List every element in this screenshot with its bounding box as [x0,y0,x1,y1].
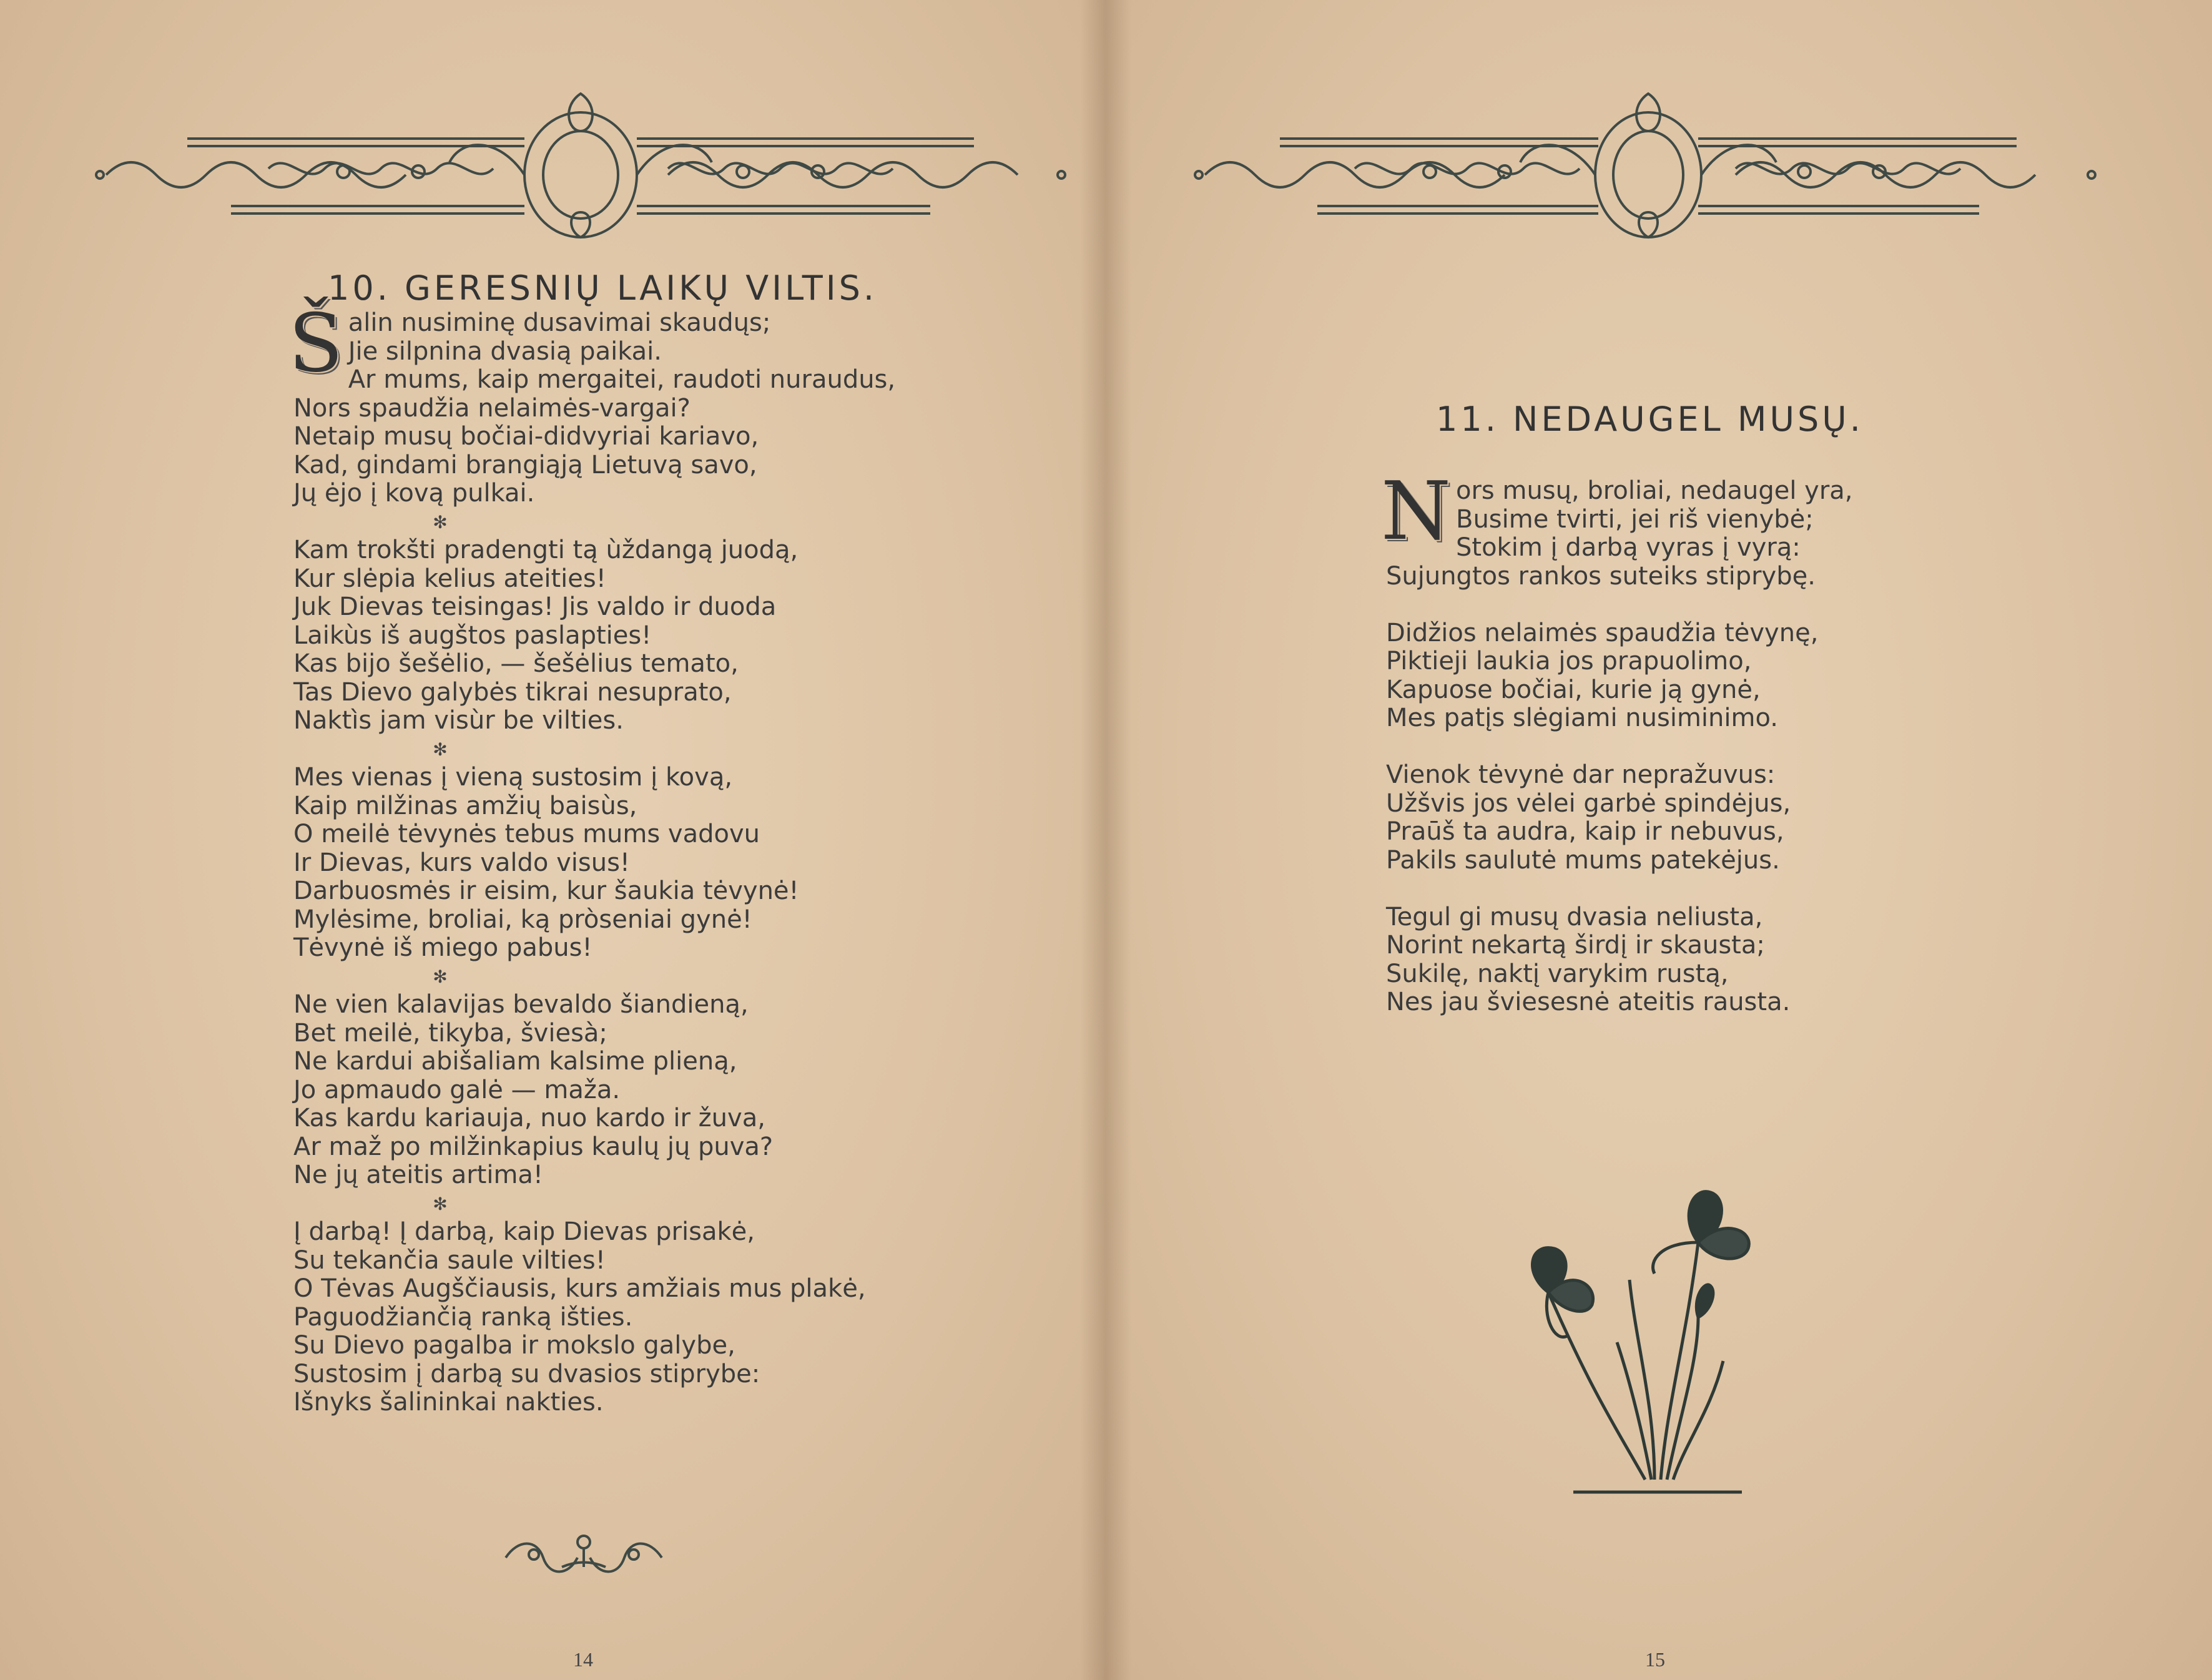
poem-line: Tegul gi musų dvasia neliusta, [1386,902,1763,931]
poem-body [1381,465,1853,1017]
poem-line: Mes vienas į vieną sustosim į kovą, [293,763,733,792]
stanza [1386,761,1833,875]
stanza-gap [1386,875,1833,903]
stanza-separator: ✻ [433,966,448,987]
poem-line: Pakils saulutė mums patekėjus. [1386,845,1780,875]
poem-line: ors musų, broliai, nedaugel yra, [1456,476,1853,505]
poem-line: Mes patįs slėgiami nusiminimo. [1386,704,1778,732]
poem-line: Kaip milžinas amžių baisùs, [293,791,637,820]
stanza [293,1218,866,1417]
poem-line: Naktìs jam visùr be vilties. [293,706,624,735]
poem-line: Išnyks šalininkai nakties. [293,1388,604,1417]
poem-line: Su Dievo pagalba ir mokslo galybe, [293,1331,735,1360]
page-number: 14 [573,1648,593,1671]
stanza-gap [1386,591,1833,619]
stanza-separator: ✻ [433,1193,448,1214]
poem-line: Kas bijo šešėlio, — šešėlius temato, [293,649,739,678]
poem-line: Sujungtos rankos suteiks stiprybę. [1386,561,1816,591]
page-number: 15 [1645,1648,1665,1671]
poem-line: Jo apmaudo galė — maža. [293,1075,621,1104]
stanza-separator: ✻ [433,511,448,533]
iris-flower-icon [1511,1155,1773,1505]
poem-line: Tas Dievo galybės tikrai nesuprato, [293,677,732,707]
stanza-separator: ✻ [433,739,448,760]
poem-line: Į darbą! Į darbą, kaip Dievas prisakė, [293,1217,755,1246]
stanza [1386,903,1833,1017]
poem-line: Darbuosmės ir eisim, kur šaukia tėvynė! [293,877,799,905]
poem-line: Praūš ta audra, kaip ir nebuvus, [1386,817,1784,846]
poem-line: Juk Dievas teisingas! Jis valdo ir duoda [293,592,777,621]
poem-line: Sukilę, naktį varykim rustą, [1386,959,1729,988]
poem-line: Ne kardui abišaliam kalsime plieną, [293,1047,737,1076]
stanza [288,297,896,508]
stanza [293,764,866,963]
drop-cap: Š [288,297,343,390]
floral-scroll-icon [1192,81,2098,243]
poem-line: Vienok tėvynė dar nepražuvus: [1386,760,1776,789]
stanza [1381,465,1853,591]
poem-line: Bet meilė, tikyba, šviesà; [293,1018,607,1048]
poem-line: Paguodžiančią ranką išties. [293,1302,633,1332]
poem-line: Kapuose bočiai, kurie ją gynė, [1386,675,1761,704]
poem-title: 10. GERESNIŲ LAIKŲ VILTIS. [328,268,878,308]
stanza [293,991,866,1190]
poem-line: Užšvis jos vėlei garbė spindėjus, [1386,788,1791,818]
poem-line: Laikùs iš augštos paslapties! [293,621,652,650]
stanza-gap [1386,733,1833,762]
poem-line: Ar maž po milžinkapius kaulų jų puva? [293,1132,774,1161]
poem-line: Kam trokšti pradengti tą ùždangą juodą, [293,536,799,564]
poem-line: Jų ėjo į kovą pulkai. [293,479,535,508]
floral-tailpiece-icon [499,1530,668,1579]
poem-line: O Tėvas Augščiausis, kurs amžiais mus plakė, [293,1274,866,1303]
drop-cap: N [1381,465,1451,558]
book-gutter [1080,0,1131,1680]
poem-line: Ar mums, kaip mergaitei, raudoti nuraudus, [348,365,896,394]
poem-line: Kas kardu kariauja, nuo kardo ir žuva, [293,1104,765,1132]
poem-line: Netaip musų bočiai-didvyriai kariavo, [293,422,759,451]
poem-line: alin nusiminę dusavimai skaudųs; [348,308,771,337]
poem-line: Busime tvirti, jei riš vienybė; [1456,504,1814,534]
poem-line: Kad, gindami brangiąją Lietuvą savo, [293,450,757,479]
poem-line: Tėvynė iš miego pabus! [293,933,592,962]
poem-line: Ne vien kalavijas bevaldo šiandieną, [293,990,749,1019]
poem-line: Kur slėpia kelius ateities! [293,564,606,593]
poem-line: Jie silpnina dvasią paikai. [348,336,662,366]
poem-line: Nors spaudžia nelaimės-vargai? [293,393,691,423]
poem-line: Sustosim į darbą su dvasios stiprybe: [293,1359,760,1388]
floral-scroll-icon [94,81,1068,243]
poem-line: O meilė tėvynės tebus mums vadovu [293,820,760,848]
poem-line: Norint nekartą širdį ir skausta; [1386,931,1765,960]
poem-line: Su tekančia saule vilties! [293,1245,606,1275]
poem-body [288,297,896,1417]
stanza [1386,619,1833,733]
poem-line: Didžios nelaimės spaudžia tėvynę, [1386,618,1819,647]
poem-line: Piktieji laukia jos prapuolimo, [1386,647,1752,675]
poem-line: Ir Dievas, kurs valdo visus! [293,848,630,877]
poem-line: Stokim į darbą vyras į vyrą: [1456,533,1801,562]
stanza [293,536,866,735]
poem-title: 11. NEDAUGEL MUSŲ. [1436,400,1864,439]
poem-line: Ne jų ateitis artima! [293,1161,543,1189]
poem-line: Mylėsime, broliai, ką pròseniai gynė! [293,905,752,934]
poem-line: Nes jau šviesesnė ateitis rausta. [1386,988,1791,1016]
